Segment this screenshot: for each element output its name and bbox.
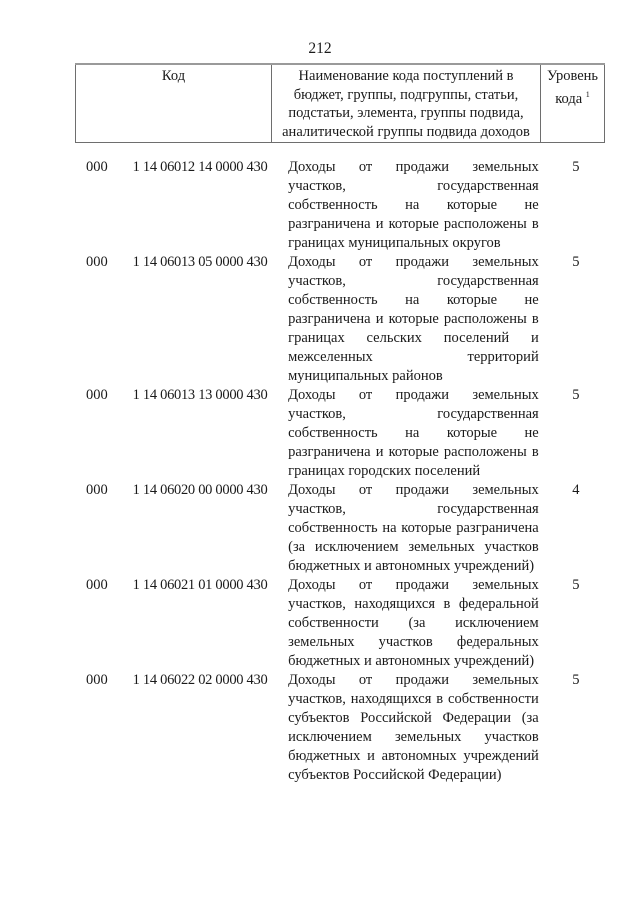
code-level: 5: [572, 387, 580, 403]
table-row: [75, 158, 605, 253]
table-row: [75, 481, 605, 576]
income-code: 1 14 06013 05 0000 430: [132, 254, 268, 270]
code-level: 5: [572, 159, 580, 175]
table-header: [75, 63, 605, 143]
admin-code: 000: [86, 482, 108, 498]
income-name: Доходы от продажи земельных участков, находящихся в федеральной собственности (за исключением земельных участков федеральных бюджетных и автономных учреждений): [288, 577, 539, 669]
admin-code: 000: [86, 159, 108, 175]
table-row: [75, 386, 605, 481]
header-code: Код: [76, 64, 272, 143]
code-level: 5: [572, 254, 580, 270]
code-level: 5: [572, 577, 580, 593]
table-body: [75, 158, 605, 785]
income-code: 1 14 06022 02 0000 430: [132, 672, 268, 688]
admin-code: 000: [86, 387, 108, 403]
income-name: Доходы от продажи земельных участков, государственная собственность на которые не разграничена и которые расположены в границах сельских поселений и межселенных территорий муниципальных районов: [288, 254, 539, 384]
income-name: Доходы от продажи земельных участков, государственная собственность на которые разграничена (за исключением земельных участков бюджетных и автономных учреждений): [288, 482, 539, 574]
admin-code: 000: [86, 672, 108, 688]
table-row: [75, 253, 605, 386]
income-name: Доходы от продажи земельных участков, государственная собственность на которые не разграничена и которые расположены в границах городских поселений: [288, 387, 539, 479]
code-level: 4: [572, 482, 580, 498]
header-level-label: Уровень кода: [546, 68, 599, 107]
income-code: 1 14 06013 13 0000 430: [132, 387, 268, 403]
income-code: 1 14 06012 14 0000 430: [132, 159, 268, 175]
footnote-marker: 1: [585, 89, 590, 99]
code-level: 5: [572, 672, 580, 688]
table-row: [75, 576, 605, 671]
admin-code: 000: [86, 254, 108, 270]
income-name: Доходы от продажи земельных участков, государственная собственность на которые не разграничена и которые расположены в границах муниципальных округов: [288, 159, 539, 251]
header-level: [541, 64, 605, 143]
income-code: 1 14 06020 00 0000 430: [132, 482, 268, 498]
header-name: Наименование кода поступлений в бюджет, группы, подгруппы, статьи, подстатьи, элемента, группы подвида, аналитической группы подвида доходов: [272, 64, 541, 143]
admin-code: 000: [86, 577, 108, 593]
page-number: 212: [308, 40, 332, 57]
income-name: Доходы от продажи земельных участков, находящихся в собственности субъектов Российской Федерации (за исключением земельных участков бюджетных и автономных учреждений субъектов Российской Федерации): [288, 672, 539, 783]
income-code: 1 14 06021 01 0000 430: [132, 577, 268, 593]
table-row: [75, 671, 605, 785]
